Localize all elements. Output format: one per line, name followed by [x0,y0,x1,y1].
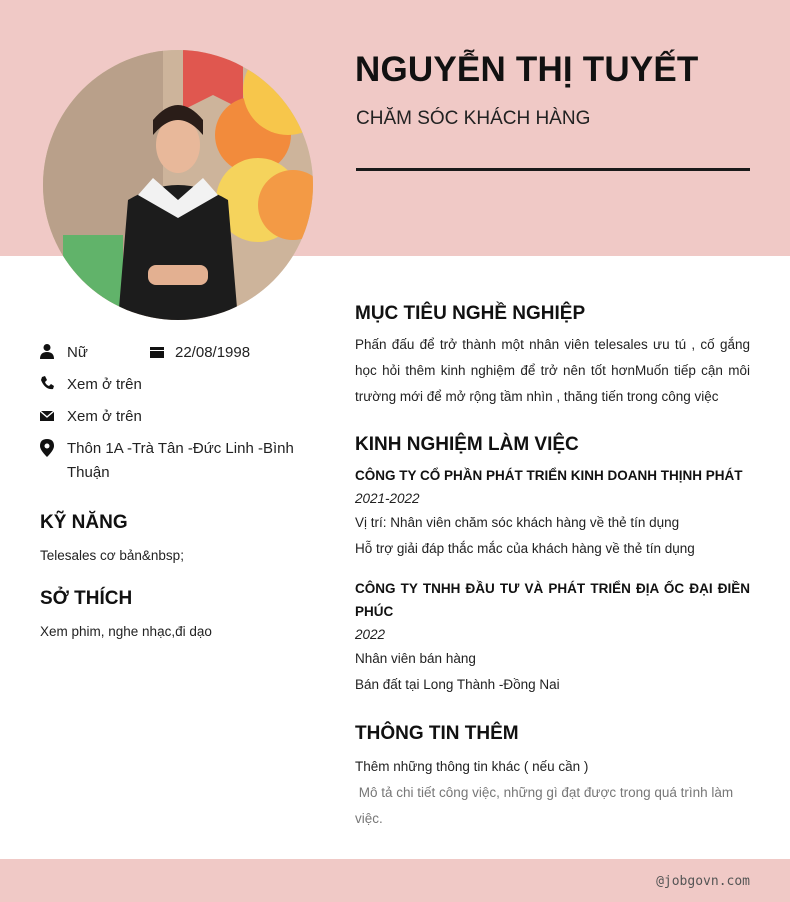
job-line: Nhân viên bán hàng [355,651,476,666]
company-name: CÔNG TY CỔ PHẦN PHÁT TRIỂN KINH DOANH THỊNH PHÁT [355,468,743,483]
footer-watermark: @jobgovn.com [656,874,750,889]
hobbies-text: Xem phim, nghe nhạc,đi dạo [40,624,212,639]
objective-text: Phấn đấu để trở thành một nhân viên telesales ưu tú , cố gắng học hỏi thêm kinh nghiệm để trở nên tốt hơnMuốn tiếp cận môi trường mới để mở rộng tầm nhìn , thăng tiến trong công việc [355,337,750,404]
company-name: CÔNG TY TNHH ĐẦU TƯ VÀ PHÁT TRIỂN ĐỊA ỐC ĐẠI ĐIỀN PHÚC [355,581,750,619]
job-line: Hỗ trợ giải đáp thắc mắc của khách hàng về thẻ tín dụng [355,541,695,556]
phone-value: Xem ở trên [67,376,142,393]
hobbies-title: SỞ THÍCH [40,588,133,609]
job-entry [355,464,750,562]
experience-title: KINH NGHIỆM LÀM VIỆC [355,434,579,455]
mail-icon [40,407,54,423]
gender-value: Nữ [67,344,88,361]
job-period: 2022 [355,627,386,642]
job-period: 2021-2022 [355,491,420,506]
job-line: Vị trí: Nhân viên chăm sóc khách hàng về thẻ tín dụng [355,515,680,530]
calendar-icon [150,345,164,361]
location-pin-icon [40,439,54,457]
job-entry [355,577,750,698]
phone-icon [40,375,54,391]
title-divider [356,168,750,171]
extra-info-title: THÔNG TIN THÊM [355,723,519,744]
job-title: CHĂM SÓC KHÁCH HÀNG [356,108,591,129]
job-line: Bán đất tại Long Thành -Đồng Nai [355,677,560,692]
profile-photo [43,50,313,320]
candidate-name: NGUYỄN THỊ TUYẾT [355,50,699,89]
objective-title: MỤC TIÊU NGHỀ NGHIỆP [355,303,586,324]
person-icon [40,343,54,359]
birthday-value: 22/08/1998 [175,344,251,361]
skills-text: Telesales cơ bản&nbsp; [40,548,184,563]
extra-info-line: Thêm những thông tin khác ( nếu cần ) [355,759,589,774]
email-value: Xem ở trên [67,408,142,425]
extra-info-description: Mô tả chi tiết công việc, những gì đạt được trong quá trình làm việc. [355,785,737,826]
skills-title: KỸ NĂNG [40,512,128,533]
address-value: Thôn 1A -Trà Tân -Đức Linh -Bình Thuận [67,440,294,481]
